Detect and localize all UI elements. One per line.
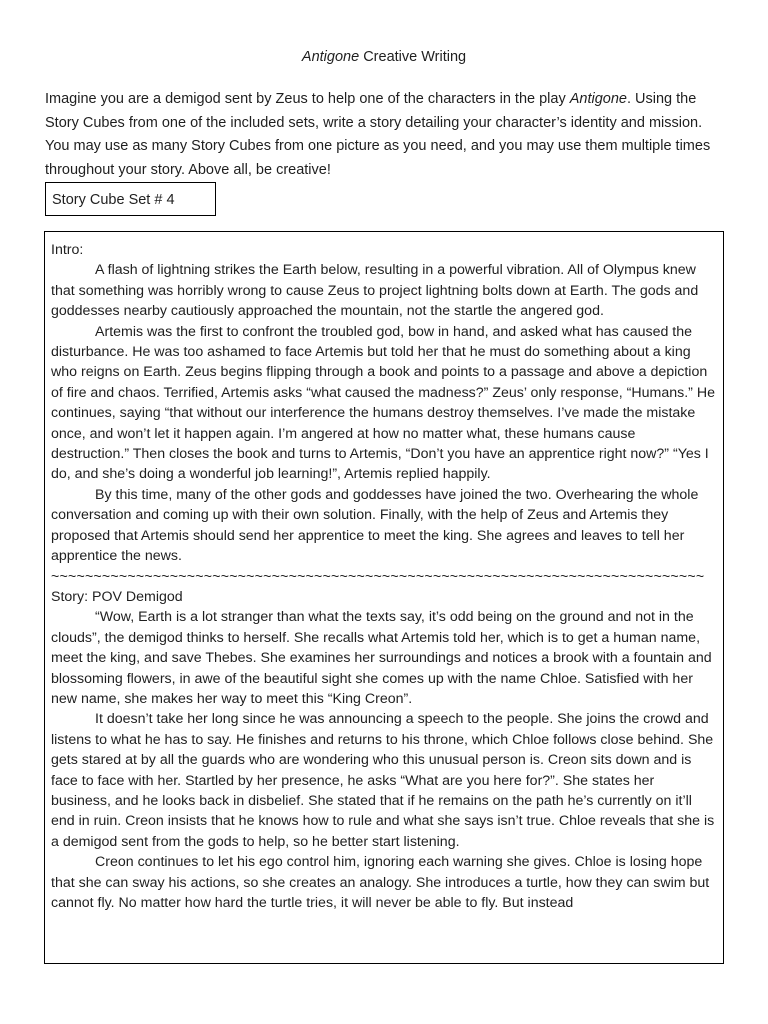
instructions-part-2: . Using the Story Cubes from one of the included sets, write a story detailing your character’s identity and mission. You may use as many Story Cubes from one picture as you need, and you may use them multiple times throughout your story. Above all, be creative! [45,91,711,178]
title-rest: Creative Writing [359,49,467,65]
intro-paragraph-3: By this time, many of the other gods and goddesses have joined the two. Overhearing the whole conversation and coming up with their own solution. Finally, with the help of Zeus and Artemis they proposed that Artemis should send her apprentice to meet the king. She agrees and leaves to tell her apprentice the news. [51,486,699,565]
pov-label: Story: POV Demigod [51,588,183,605]
intro-paragraph-2: Artemis was the first to confront the troubled god, bow in hand, and asked what has caused the disturbance. He was too ashamed to face Artemis but told her that he must do something about a king who reigns on Earth. Zeus begins flipping through a book and points to a passage and above a depiction of fire and chaos. Terrified, Artemis asks “what caused the madness?” Zeus’ only response, “Humans.” He continues, saying “that without our interference the humans destroy themselves. I’ve made the mistake once, and won’t let it happen again. I’m angered at how no matter what, these humans cause destruction.” Then closes the book and turns to Artemis, “Don’t you have an apprentice right now?” “Yes I do, and she’s doing a wonderful job learning!”, Artemis replied happily. [51,323,715,483]
intro-paragraph-1: A flash of lightning strikes the Earth below, resulting in a powerful vibration. All of Olympus knew that something was horribly wrong to cause Zeus to project lightning bolts down at Earth. The gods and goddesses nearby cautiously approached the mountain, not the startle the angered god. [51,262,699,320]
instructions-part-1: Imagine you are a demigod sent by Zeus to help one of the characters in the play [45,91,570,107]
instructions-play-name: Antigone [569,91,627,107]
pov-paragraph-2: It doesn’t take her long since he was announcing a speech to the people. She joins the crowd and listens to what he has to say. He finishes and returns to his throne, which Chloe follows close behind. She gets stared at by all the guards who are wondering who this unusual person is. Creon sits down and is face to face with her. Startled by her presence, he asks “What are you here for?”. She states her business, and he looks back in disbelief. She stated that if he remains on the path he’s currently on it’ll end in ruin. Creon insists that he knows how to rule and what she says isn’t true. Chloe reveals that she is a demigod sent from the gods to help, so he better start listening. [51,711,715,850]
story-cube-set-box: Story Cube Set # 4 [45,182,216,216]
title-play-name: Antigone [301,49,360,65]
instructions-paragraph [45,88,725,182]
tilde-divider: ~~~~~~~~~~~~~~~~~~~~~~~~~~~~~~~~~~~~~~~~~~~~~~~~~~~~~~~~~~~~~~~~~~~~~~~~~~~~~ [51,568,705,585]
intro-label: Intro: [51,242,84,258]
pov-paragraph-1: “Wow, Earth is a lot stranger than what the texts say, it’s odd being on the ground and not in the clouds”, the demigod thinks to herself. She recalls what Artemis told her, which is to get a human name, meet the king, and save Thebes. She examines her surroundings and notices a brook with a fountain and blossoming flowers, in awe of the beautiful sight she comes up with the name Chloe. Satisfied with her new name, she makes her way to meet this “King Creon”. [51,609,712,707]
story-text-box [44,231,724,964]
pov-paragraph-3: Creon continues to let his ego control him, ignoring each warning she gives. Chloe is losing hope that she can sway his actions, so she creates an analogy. She introduces a turtle, how they can swim but cannot fly. No matter how hard the turtle tries, it will never be able to fly. But instead [51,854,710,911]
page-title [0,47,768,67]
